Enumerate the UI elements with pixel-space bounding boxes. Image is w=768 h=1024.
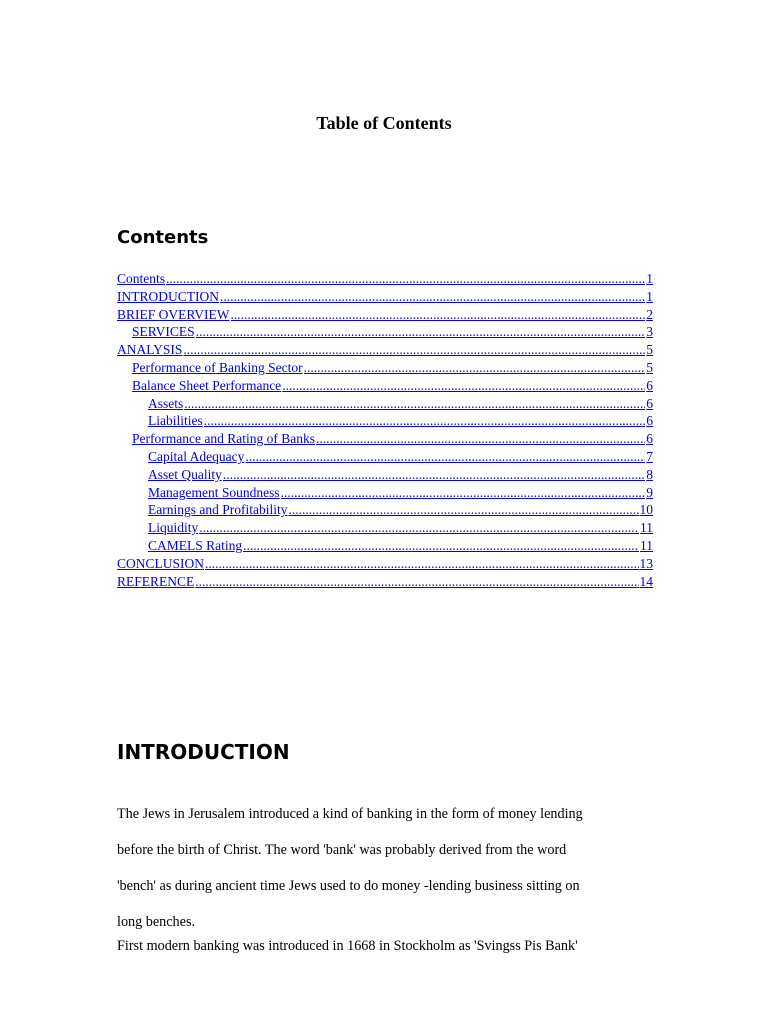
page-title: Table of Contents [316, 113, 452, 133]
toc-entry-label: BRIEF OVERVIEW [117, 306, 230, 322]
toc-link[interactable] [117, 430, 653, 448]
paragraph-line: before the birth of Christ. The word 'bank' was probably derived from the word [117, 842, 567, 858]
toc-dot-leader [205, 555, 638, 573]
toc-page-number: 7 [646, 448, 653, 464]
paragraph-line: long benches. [117, 914, 196, 930]
toc-page-number: 14 [639, 573, 653, 589]
toc-dot-leader [204, 412, 646, 430]
toc-page-number: 6 [646, 377, 653, 393]
toc-link[interactable] [117, 341, 653, 359]
toc-entry-label: Earnings and Profitability [148, 502, 288, 518]
toc-page-number: 5 [646, 342, 653, 358]
toc-dot-leader [245, 448, 645, 466]
toc-link[interactable] [117, 323, 653, 341]
toc-link[interactable] [117, 395, 653, 413]
toc-link[interactable] [117, 448, 653, 466]
toc-entry-label: REFERENCE [117, 573, 195, 589]
toc-page-number: 1 [646, 271, 653, 286]
toc-dot-leader [304, 359, 646, 377]
contents-heading: Contents [117, 227, 209, 248]
toc-dot-leader [184, 395, 645, 413]
toc-link[interactable] [117, 377, 653, 395]
toc-page-number: 6 [646, 413, 653, 429]
toc-link[interactable] [117, 359, 653, 377]
toc-link[interactable] [117, 555, 653, 573]
toc-page-number: 8 [646, 466, 653, 482]
table-of-contents [117, 270, 653, 590]
toc-dot-leader [281, 484, 646, 502]
toc-page-number: 5 [646, 359, 653, 375]
toc-link[interactable] [117, 466, 653, 484]
toc-page-number: 6 [646, 431, 653, 447]
toc-dot-leader [282, 377, 645, 395]
toc-dot-leader [183, 341, 645, 359]
toc-entry-label: Capital Adequacy [148, 448, 245, 464]
toc-page-number: 11 [640, 537, 653, 553]
toc-entry-label: Management Soundness [148, 484, 280, 500]
toc-page-number: 10 [639, 502, 653, 518]
toc-dot-leader [316, 430, 645, 448]
introduction-body [117, 800, 657, 968]
toc-link[interactable] [117, 306, 653, 324]
toc-link[interactable] [117, 412, 653, 430]
toc-entry-label: Performance and Rating of Banks [132, 431, 315, 447]
toc-page-number: 13 [639, 555, 653, 571]
toc-link[interactable] [117, 519, 653, 537]
toc-entry-label: Liabilities [148, 413, 203, 429]
toc-dot-leader [243, 537, 639, 555]
toc-entry-label: Asset Quality [148, 466, 222, 482]
toc-page-number: 2 [646, 306, 653, 322]
paragraph-line: 'bench' as during ancient time Jews used to do money -lending business sitting on [117, 878, 580, 894]
toc-entry-label: Balance Sheet Performance [132, 377, 282, 393]
toc-entry-label: CONCLUSION [117, 555, 205, 571]
toc-entry-label: Assets [148, 395, 184, 411]
toc-page-number: 1 [646, 288, 653, 304]
toc-page-number: 3 [646, 324, 653, 340]
toc-dot-leader [199, 519, 639, 537]
toc-link[interactable] [117, 288, 653, 306]
toc-link[interactable] [117, 573, 653, 591]
toc-entry-label: ANALYSIS [117, 342, 183, 358]
toc-entry-label: INTRODUCTION [117, 288, 219, 304]
toc-dot-leader [220, 288, 645, 306]
toc-dot-leader [195, 573, 638, 591]
toc-entry-label: Contents [117, 271, 166, 286]
toc-dot-leader [231, 306, 646, 324]
toc-entry-label: CAMELS Rating [148, 537, 243, 553]
toc-link[interactable] [117, 270, 653, 288]
toc-entry-label: SERVICES [132, 324, 195, 340]
paragraph-line: First modern banking was introduced in 1668 in Stockholm as 'Svingss Pis Bank' [117, 938, 578, 954]
toc-dot-leader [196, 323, 646, 341]
toc-entry-label: Performance of Banking Sector [132, 359, 303, 375]
toc-page-number: 11 [640, 520, 653, 536]
introduction-heading: INTRODUCTION [117, 740, 290, 764]
paragraph-line: The Jews in Jerusalem introduced a kind of banking in the form of money lending [117, 806, 583, 822]
toc-page-number: 6 [646, 395, 653, 411]
toc-dot-leader [223, 466, 645, 484]
toc-link[interactable] [117, 501, 653, 519]
toc-link[interactable] [117, 537, 653, 555]
toc-page-number: 9 [646, 484, 653, 500]
toc-link[interactable] [117, 484, 653, 502]
toc-entry-label: Liquidity [148, 520, 199, 536]
toc-dot-leader [166, 270, 645, 288]
toc-dot-leader [288, 501, 638, 519]
